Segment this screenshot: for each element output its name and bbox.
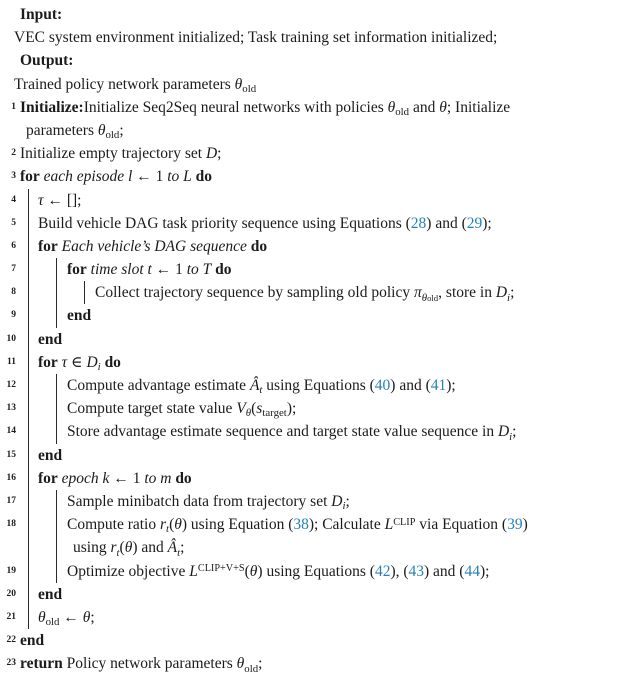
- block-indent-rule: [56, 397, 57, 420]
- text-segment: ); Calculate: [308, 516, 385, 534]
- text-segment: end: [20, 632, 45, 650]
- text-segment: Sample minibatch data from trajectory set: [67, 492, 332, 510]
- text-segment: Â: [167, 539, 178, 557]
- text-segment: return: [20, 655, 63, 673]
- line-content: [20, 49, 73, 72]
- line-content: [67, 490, 350, 515]
- text-segment: ←: [59, 608, 83, 626]
- text-segment: Compute ratio: [67, 516, 160, 534]
- text-segment: CLIP: [393, 517, 416, 529]
- text-segment: θ: [97, 121, 106, 139]
- algo-line: [0, 281, 618, 304]
- text-segment: ): [522, 516, 528, 534]
- line-content: [38, 606, 95, 631]
- text-segment: for: [38, 353, 58, 371]
- line-number: 14: [6, 426, 16, 437]
- text-segment: ), (: [390, 562, 409, 580]
- text-segment: VEC system environment initialized; Task training set information initialized;: [14, 29, 498, 47]
- block-indent-rule: [28, 467, 29, 490]
- text-segment: for: [38, 469, 58, 487]
- equation-ref-link[interactable]: 29: [466, 214, 483, 232]
- equation-ref-link[interactable]: 43: [408, 562, 425, 580]
- text-segment: π: [413, 284, 422, 302]
- algo-line: [0, 142, 618, 165]
- text-segment: using Equations (: [262, 377, 375, 394]
- equation-ref-link[interactable]: 38: [293, 516, 309, 534]
- text-segment: Compute advantage estimate: [67, 377, 250, 394]
- text-segment: Optimize objective: [67, 562, 190, 580]
- line-number: 6: [11, 240, 16, 251]
- text-segment: τ: [61, 353, 68, 371]
- text-segment: for: [67, 261, 87, 279]
- block-indent-rule: [28, 281, 29, 304]
- text-segment: D: [86, 353, 98, 371]
- text-segment: (: [169, 516, 175, 534]
- text-segment: θ: [439, 98, 447, 116]
- block-indent-rule: [28, 560, 29, 583]
- algo-line: [0, 328, 618, 351]
- line-number: 2: [11, 148, 16, 159]
- text-segment: t: [166, 523, 170, 536]
- line-number: 23: [6, 658, 16, 669]
- line-content: [67, 420, 516, 445]
- line-number: 1: [11, 101, 16, 112]
- line-content: [20, 96, 510, 121]
- line-number: 15: [6, 449, 16, 460]
- line-content: [38, 444, 62, 467]
- text-segment: );: [479, 562, 490, 580]
- line-number: 5: [11, 217, 16, 228]
- text-segment: θ: [387, 98, 396, 116]
- text-segment: CLIP+V+S: [197, 563, 245, 575]
- algo-line: [0, 606, 618, 629]
- line-content: [20, 142, 221, 165]
- line-number: 3: [11, 171, 16, 182]
- text-segment: old: [105, 129, 120, 142]
- text-segment: t: [259, 384, 263, 397]
- text-segment: end: [38, 330, 63, 348]
- equation-ref-link[interactable]: 28: [410, 214, 427, 232]
- line-number: 11: [7, 356, 16, 367]
- text-segment: θ: [249, 562, 258, 580]
- text-segment: old: [427, 293, 439, 304]
- text-segment: (: [244, 562, 250, 580]
- line-number: 13: [6, 403, 16, 414]
- text-segment: for: [38, 237, 58, 255]
- text-segment: i: [509, 430, 513, 443]
- text-segment: end: [38, 585, 63, 603]
- text-segment: end: [67, 307, 92, 325]
- text-segment: θ: [421, 291, 428, 304]
- text-segment: ) and (: [424, 562, 465, 580]
- block-indent-rule: [28, 444, 29, 467]
- algo-line: [0, 212, 618, 235]
- text-segment: D: [497, 423, 510, 441]
- algo-line: [0, 73, 618, 96]
- block-indent-rule: [56, 560, 57, 583]
- text-segment: );: [446, 377, 456, 394]
- block-indent-rule: [28, 328, 29, 351]
- line-content: [67, 304, 91, 327]
- text-segment: i: [342, 500, 346, 513]
- text-segment: ∈: [67, 353, 87, 371]
- line-number: 21: [6, 611, 16, 622]
- text-segment: ;: [90, 608, 95, 626]
- text-segment: L: [189, 562, 198, 580]
- text-segment: ) and (: [426, 214, 467, 232]
- text-segment: ) using Equation (: [181, 516, 294, 534]
- text-segment: Store advantage estimate sequence and target state value sequence in: [67, 423, 498, 441]
- text-segment: t: [116, 546, 120, 559]
- text-segment: via Equation (: [415, 516, 508, 534]
- line-number: 4: [11, 194, 16, 205]
- block-indent-rule: [28, 397, 29, 420]
- algo-line: [0, 351, 618, 374]
- line-number: 19: [6, 565, 16, 576]
- text-segment: ← [];: [43, 191, 82, 209]
- text-segment: t: [177, 546, 181, 559]
- text-segment: i: [97, 361, 101, 374]
- block-indent-rule: [28, 304, 29, 327]
- line-content: [20, 165, 212, 188]
- line-content: [67, 374, 456, 399]
- text-segment: Policy network parameters: [62, 655, 237, 673]
- text-segment: Initialize empty trajectory set: [20, 145, 206, 163]
- algo-line: [0, 467, 618, 490]
- line-number: 9: [11, 310, 16, 321]
- line-content: [67, 258, 232, 281]
- line-content: [38, 212, 492, 235]
- algo-line: [0, 444, 618, 467]
- text-segment: , store in: [438, 284, 496, 302]
- block-indent-rule: [56, 374, 57, 397]
- line-content: [38, 467, 192, 490]
- line-number: 17: [6, 495, 16, 506]
- block-indent-rule: [56, 304, 57, 327]
- text-segment: ) and: [132, 539, 168, 557]
- line-number: 12: [6, 380, 16, 390]
- text-segment: ;: [258, 655, 263, 673]
- algo-line: [0, 165, 618, 188]
- text-segment: θ: [234, 75, 243, 93]
- algo-line: [0, 49, 618, 72]
- text-segment: old: [45, 616, 60, 629]
- text-segment: old: [242, 82, 257, 95]
- line-content: [14, 26, 497, 49]
- algo-line: [0, 96, 618, 119]
- text-segment: end: [38, 446, 63, 464]
- line-number: 16: [6, 472, 16, 483]
- line-content: [14, 73, 256, 98]
- text-segment: using: [73, 539, 111, 557]
- text-segment: to L: [167, 168, 192, 186]
- text-segment: Initialize Seq2Seq neural networks with policies: [83, 98, 388, 116]
- text-segment: Trained policy network parameters: [14, 75, 235, 93]
- text-segment: ;: [345, 492, 350, 510]
- line-content: [20, 3, 62, 26]
- block-indent-rule: [56, 420, 57, 443]
- block-indent-rule: [56, 536, 57, 559]
- block-indent-rule: [28, 536, 29, 559]
- line-number: 7: [11, 264, 16, 275]
- text-segment: ← 1: [151, 261, 187, 279]
- text-segment: Input:: [20, 6, 63, 23]
- block-indent-rule: [28, 189, 29, 212]
- text-segment: Build vehicle DAG task priority sequence using Equations (: [38, 214, 411, 232]
- text-segment: r: [110, 539, 117, 557]
- text-segment: and: [409, 98, 440, 116]
- text-segment: ← 1: [109, 469, 145, 487]
- algo-line: [0, 189, 618, 212]
- text-segment: );: [482, 214, 492, 232]
- text-segment: parameters: [26, 121, 98, 139]
- algo-line: [0, 374, 618, 397]
- text-segment: (: [251, 400, 257, 418]
- line-content: [67, 397, 296, 422]
- block-indent-rule: [28, 351, 29, 374]
- text-segment: Each vehicle’s DAG sequence: [61, 237, 247, 255]
- text-segment: ; Initialize: [446, 98, 511, 116]
- line-number: 8: [11, 287, 16, 298]
- algo-line: [0, 258, 618, 281]
- text-segment: ) and (: [390, 377, 431, 394]
- algo-line: [0, 397, 618, 420]
- text-segment: θ: [124, 539, 133, 557]
- text-segment: epoch k: [61, 469, 110, 487]
- text-segment: target: [262, 407, 287, 420]
- equation-ref-link[interactable]: 42: [374, 562, 391, 580]
- text-segment: old: [244, 662, 259, 675]
- algo-line: [0, 629, 618, 652]
- line-content: [38, 351, 121, 376]
- algo-line: [0, 304, 618, 327]
- equation-ref-link[interactable]: 40: [374, 377, 391, 394]
- line-content: [38, 235, 267, 258]
- line-content: [26, 119, 124, 144]
- block-indent-rule: [56, 513, 57, 536]
- text-segment: θ: [236, 655, 245, 673]
- text-segment: do: [175, 469, 192, 487]
- algo-line: [0, 490, 618, 513]
- equation-ref-link[interactable]: 39: [507, 516, 523, 534]
- line-content: [73, 536, 184, 561]
- text-segment: ;: [510, 284, 515, 302]
- line-number: 18: [6, 519, 16, 530]
- equation-ref-link[interactable]: 44: [464, 562, 480, 580]
- algo-line: [0, 513, 618, 536]
- text-segment: do: [215, 261, 232, 279]
- text-segment: each episode l: [43, 168, 133, 186]
- algo-line: [0, 420, 618, 443]
- text-segment: D: [205, 145, 218, 163]
- algo-line: [0, 26, 618, 49]
- text-segment: τ: [38, 191, 44, 209]
- text-segment: θ: [38, 608, 46, 626]
- text-segment: to T: [186, 261, 212, 279]
- text-segment: L: [384, 516, 394, 534]
- line-number: 22: [6, 635, 16, 646]
- text-segment: θ: [174, 516, 182, 534]
- algo-line: [0, 652, 618, 675]
- algo-line: [0, 583, 618, 606]
- text-segment: θ: [82, 608, 91, 626]
- text-segment: r: [160, 516, 167, 534]
- text-segment: for: [20, 168, 40, 186]
- text-segment: ;: [180, 539, 185, 557]
- algo-line: [0, 560, 618, 583]
- block-indent-rule: [56, 490, 57, 513]
- text-segment: to m: [144, 469, 172, 487]
- block-indent-rule: [28, 606, 29, 629]
- text-segment: θ: [245, 407, 252, 420]
- algo-line: [0, 536, 618, 559]
- line-content: [38, 583, 62, 606]
- equation-ref-link[interactable]: 41: [430, 377, 447, 394]
- text-segment: i: [507, 291, 511, 304]
- algo-line: [0, 119, 618, 142]
- block-indent-rule: [56, 258, 57, 281]
- text-segment: D: [495, 284, 508, 302]
- text-segment: s: [256, 400, 263, 418]
- text-segment: do: [250, 237, 268, 255]
- line-content: [20, 629, 44, 652]
- line-content: [20, 652, 262, 676]
- text-segment: ← 1: [132, 168, 168, 186]
- text-segment: ;: [119, 121, 124, 139]
- block-indent-rule: [56, 281, 57, 304]
- text-segment: ) using Equations (: [257, 562, 375, 580]
- block-indent-rule: [84, 281, 85, 304]
- block-indent-rule: [28, 235, 29, 258]
- block-indent-rule: [28, 420, 29, 443]
- algo-line: [0, 235, 618, 258]
- text-segment: Collect trajectory sequence by sampling old policy: [95, 284, 414, 302]
- text-segment: (: [119, 539, 125, 557]
- block-indent-rule: [28, 513, 29, 536]
- text-segment: V: [236, 400, 246, 418]
- line-content: [38, 189, 81, 212]
- line-content: [67, 513, 528, 538]
- block-indent-rule: [28, 583, 29, 606]
- text-segment: Initialize:: [20, 98, 84, 116]
- line-content: [67, 560, 489, 585]
- block-indent-rule: [28, 374, 29, 397]
- text-segment: old: [395, 106, 410, 118]
- line-number: 20: [6, 588, 16, 599]
- text-segment: time slot t: [90, 261, 152, 279]
- block-indent-rule: [28, 212, 29, 235]
- block-indent-rule: [28, 490, 29, 513]
- text-segment: Â: [249, 377, 260, 394]
- line-number: 10: [6, 333, 16, 344]
- text-segment: do: [104, 353, 121, 371]
- text-segment: Compute target state value: [67, 400, 237, 418]
- line-content: [95, 281, 514, 306]
- text-segment: D: [331, 492, 343, 510]
- line-content: [38, 328, 62, 351]
- text-segment: ;: [217, 145, 222, 163]
- text-segment: Output:: [20, 52, 74, 70]
- text-segment: );: [286, 400, 297, 418]
- text-segment: do: [195, 168, 213, 186]
- text-segment: ;: [512, 423, 517, 441]
- algo-line: [0, 3, 618, 26]
- block-indent-rule: [28, 258, 29, 281]
